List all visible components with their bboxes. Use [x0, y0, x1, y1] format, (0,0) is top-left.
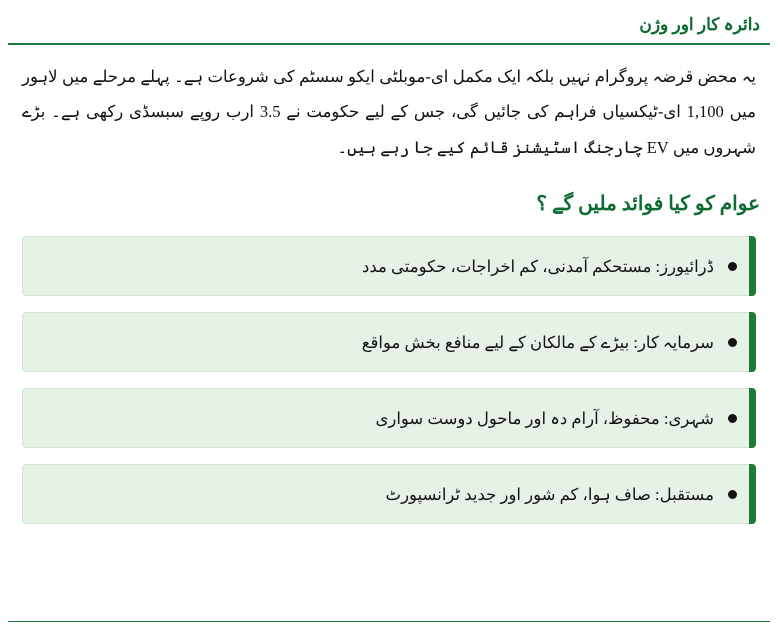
benefit-text: صاف ہوا، کم شور اور جدید ٹرانسپورٹ [385, 484, 651, 504]
section-heading-public-benefits: عوام کو کیا فوائد ملیں گے ؟ [536, 193, 760, 216]
bullet-icon [728, 338, 737, 347]
bullet-icon [728, 414, 737, 423]
bullet-icon [728, 262, 737, 271]
footer-divider [8, 621, 770, 622]
list-item [22, 236, 756, 296]
list-item [22, 388, 756, 448]
benefit-row-drivers [41, 252, 714, 282]
section-heading-scope-and-vision: دائرہ کار اور وژن [639, 15, 760, 34]
benefit-label: ڈرائیورز: [655, 256, 714, 276]
benefit-label: سرمایہ کار: [633, 332, 714, 352]
benefit-text: بیڑے کے مالکان کے لیے منافع بخش مواقع [361, 332, 630, 352]
benefit-text: محفوظ، آرام دہ اور ماحول دوست سواری [375, 408, 660, 428]
benefit-label: مستقبل: [655, 484, 714, 504]
list-item [22, 464, 756, 524]
bullet-icon [728, 490, 737, 499]
benefit-row-investors [41, 328, 714, 358]
benefit-label: شہری: [663, 408, 714, 428]
benefits-list [0, 226, 778, 524]
scope-and-vision-paragraph: یہ محض قرضہ پروگرام نہیں بلکہ ایک مکمل ای-موبلٹی ایکو سسٹم کی شروعات ہے۔ پہلے مرحلے میں لاہور میں 1,100 ای-ٹیکسیاں فراہم کی جائیں گی، جس کے لیے حکومت نے 3.5 ارب روپے سبسڈی رکھی ہے۔ بڑے شہروں میں EV چارجنگ اسٹیشنز قائم کیے جا رہے ہیں۔ [22, 67, 756, 157]
benefit-row-future [41, 480, 714, 510]
benefit-row-citizens [41, 404, 714, 434]
list-item [22, 312, 756, 372]
benefit-text: مستحکم آمدنی، کم اخراجات، حکومتی مدد [362, 256, 652, 276]
